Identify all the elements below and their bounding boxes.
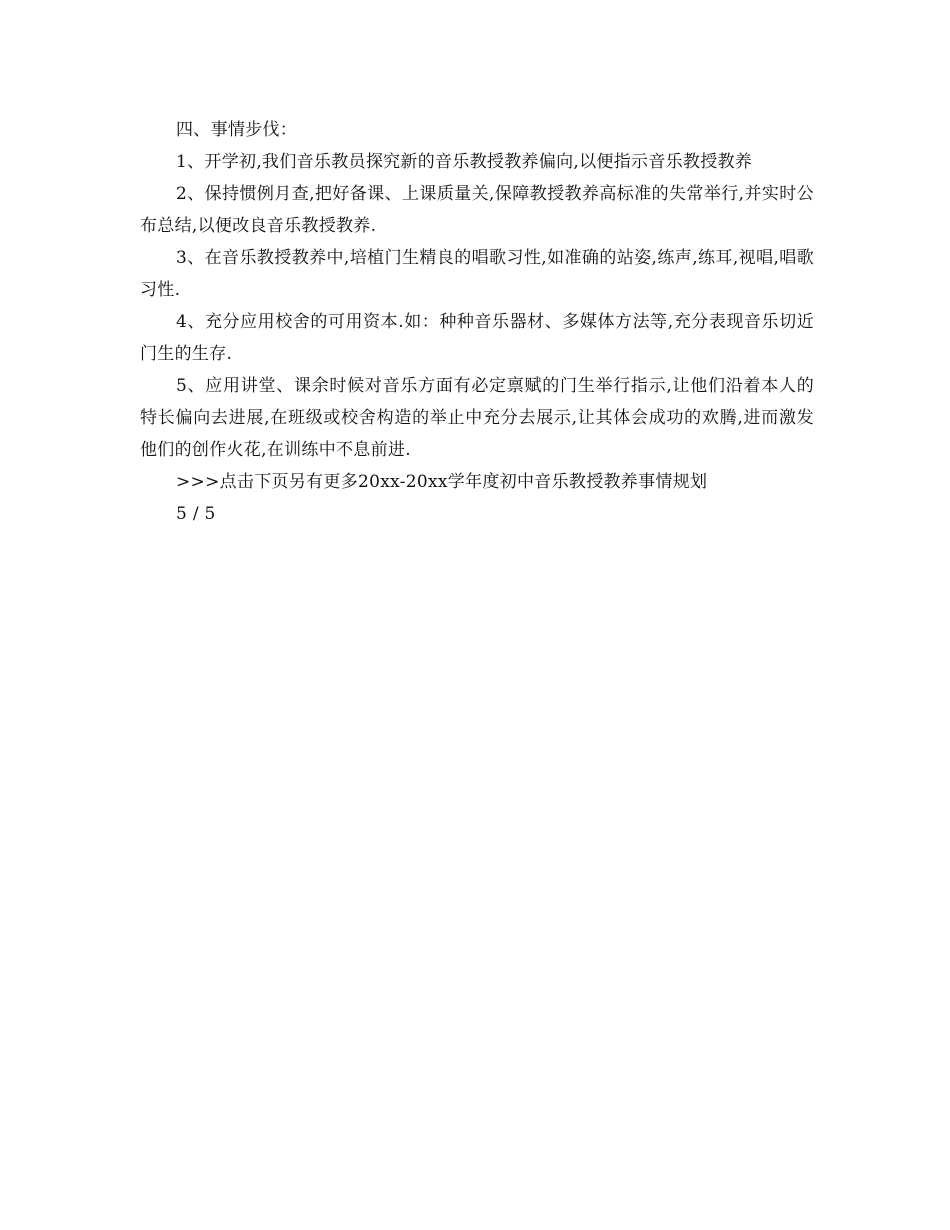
section-heading: 四、事情步伐： — [176, 120, 298, 140]
paragraph-4: 4、充分应用校舍的可用资本.如：种种音乐器材、多媒体方法等,充分表现音乐切近门生的生存. — [140, 312, 814, 364]
paragraph-2: 2、保持惯例月查,把好备课、上课质量关,保障教授教养高标准的失常举行,并实时公布总结,以便改良音乐教授教养. — [140, 184, 814, 236]
paragraph-3: 3、在音乐教授教养中,培植门生精良的唱歌习性,如准确的站姿,练声,练耳,视唱,唱歌习性. — [140, 248, 814, 300]
document-body — [140, 114, 814, 530]
next-page-link[interactable]: >>>点击下页另有更多20xx-20xx学年度初中音乐教授教养事情规划 — [176, 472, 708, 492]
paragraph-1: 1、开学初,我们音乐教员探究新的音乐教授教养偏向,以便指示音乐教授教养 — [176, 152, 753, 172]
paragraph-5: 5、应用讲堂、课余时候对音乐方面有必定禀赋的门生举行指示,让他们沿着本人的特长偏向去进展,在班级或校舍构造的举止中充分去展示,让其体会成功的欢腾,进而激发他们的创作火花,在训练中不息前进. — [140, 376, 814, 460]
page-number: 5 / 5 — [176, 504, 216, 524]
